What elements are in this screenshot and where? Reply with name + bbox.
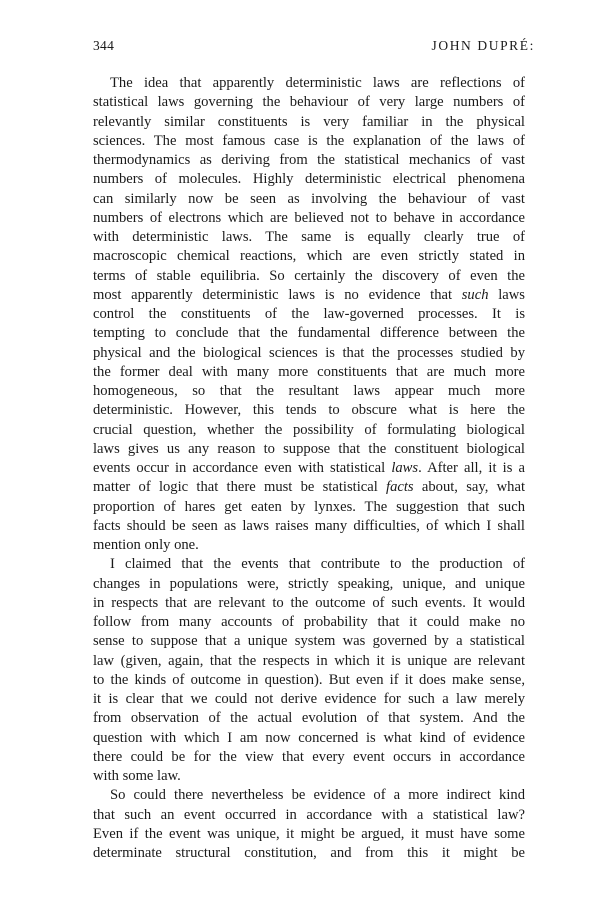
text-line: that such an event occurred in accordance with a statistical law? [93,806,525,823]
text-line: with some law. [93,768,181,784]
text-line: Even if the event was unique, it might be argued, it must have some [93,825,525,842]
text-line: physical and the biological sciences is that the processes studied by [93,344,525,361]
body-text [93,74,525,863]
text-line: sciences. The most famous case is the explanation of the laws of [93,132,525,149]
text-segment: most apparently deterministic laws is no evidence that [93,286,462,303]
text-line: terms of stable equilibria. So certainly the discovery of even the [93,267,525,284]
text-line: from observation of the actual evolution of that system. And the [93,710,525,727]
text-line: laws gives us any reason to suppose that the constituent biological [93,440,525,457]
text-line [93,286,525,305]
text-line: control the constituents of the law-governed processes. It is [93,306,525,322]
text-line: thermodynamics as deriving from the statistical mechanics of vast [93,152,525,168]
text-line: mention only one. [93,537,199,553]
text-line: homogeneous, so that the resultant laws appear much more [93,383,525,399]
paragraph [93,786,525,863]
text-line: I claimed that the events that contribute to the production of [110,556,525,573]
text-line: with deterministic laws. The same is equally clearly true of [93,229,525,245]
text-line: follow from many accounts of probability that it could make no [93,614,525,630]
paragraph [93,74,525,555]
text-line: changes in populations were, strictly speaking, unique, and unique [93,575,525,592]
text-line: it is clear that we could not derive evidence for such a law merely [93,691,525,707]
page-number: 344 [93,38,115,53]
text-line: proportion of hares get eaten by lynxes. The suggestion that such [93,498,525,515]
text-segment: matter of logic that there must be statistical [93,479,387,496]
text-line: can similarly now be seen as involving the behaviour of vast [93,190,525,207]
text-line: macroscopic chemical reactions, which are even strictly stated in [93,248,525,265]
text-segment: events occur in accordance even with statistical [93,460,392,476]
text-line: statistical laws governing the behaviour of very large numbers of [93,94,525,111]
text-line: facts should be seen as laws raises many difficulties, of which I shall [93,517,525,534]
text-line: in respects that are relevant to the outcome of such events. It would [93,594,525,611]
text-segment: laws [488,286,525,303]
text-segment: about, say, what [413,479,526,496]
paragraph [93,555,525,786]
text-line: So could there nevertheless be evidence of a more indirect kind [110,787,525,804]
text-line [93,478,525,497]
text-line: relevantly similar constituents is very familiar in the physical [93,113,525,130]
running-head: JOHN DUPRÉ: [431,38,535,53]
text-line: the former deal with many more constituents that are much more [93,363,525,380]
text-line: The idea that apparently deterministic laws are reflections of [110,75,525,91]
text-line: numbers of molecules. Highly deterministic electrical phenomena [93,171,525,188]
italic-emphasis: facts [386,479,414,496]
text-line [93,459,525,478]
text-line: there could be for the view that every event occurs in accordance [93,748,525,765]
text-line: sense to suppose that a unique system was governed by a statistical [93,633,525,650]
text-line: deterministic. However, this tends to obscure what is here the [93,402,525,419]
text-line: question with which I am now concerned is what kind of evidence [93,729,525,746]
text-line: tempting to conclude that the fundamental difference between the [93,325,525,342]
text-line: determinate structural constitution, and from this it might be [93,845,525,861]
italic-emphasis: laws [391,460,419,476]
italic-emphasis: such [461,286,489,303]
text-line: law (given, again, that the respects in which it is unique are relevant [93,652,525,669]
text-line: numbers of electrons which are believed not to behave in accordance [93,209,525,226]
text-line: to the kinds of outcome in question). But even if it does make sense, [93,671,525,688]
text-segment: . After all, it is a [418,460,526,476]
text-line: crucial question, whether the possibility of formulating biological [93,421,525,438]
